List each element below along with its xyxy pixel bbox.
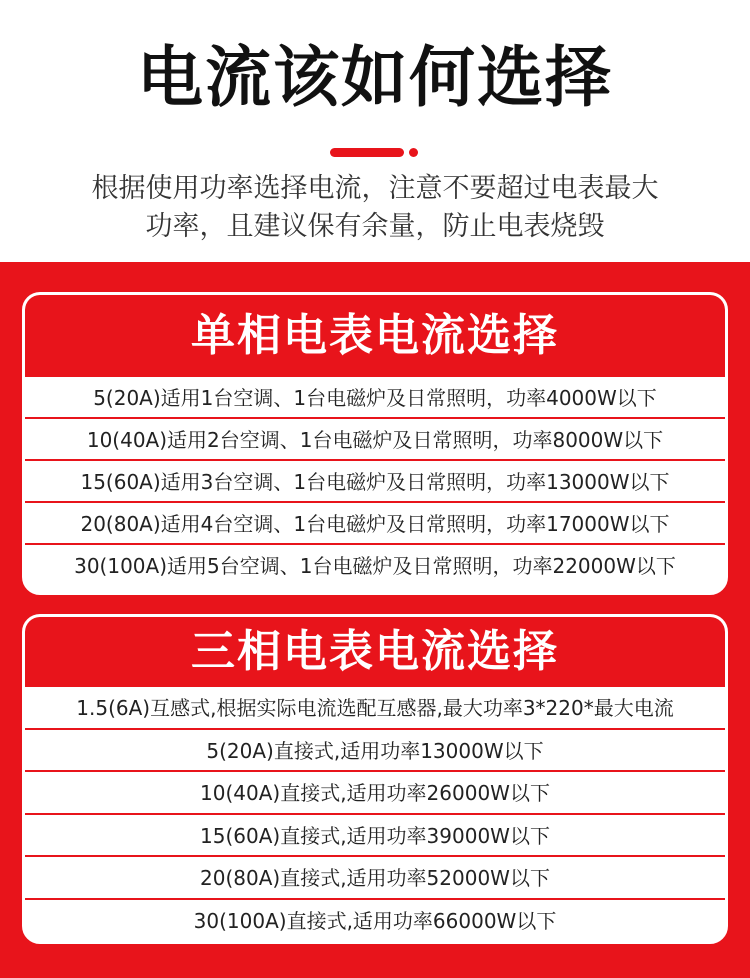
top-section: [0, 0, 750, 262]
single-phase-row: 5(20A)适用1台空调、1台电磁炉及日常照明，功率4000W以下: [25, 377, 725, 419]
three-phase-row: 5(20A)直接式,适用功率13000W以下: [25, 730, 725, 773]
single-phase-row: 20(80A)适用4台空调、1台电磁炉及日常照明，功率17000W以下: [25, 503, 725, 545]
accent-bar: [330, 148, 404, 157]
three-phase-card: [22, 614, 728, 944]
single-phase-list: [25, 377, 725, 587]
single-phase-card: [22, 292, 728, 595]
three-phase-row: 30(100A)直接式,适用功率66000W以下: [193, 908, 557, 933]
intro-line-1: 根据使用功率选择电流，注意不要超过电表最大: [91, 173, 659, 204]
single-phase-row: 30(100A)适用5台空调、1台电磁炉及日常照明，功率22000W以下: [74, 554, 676, 578]
accent-dot: [409, 148, 418, 157]
three-phase-row: 1.5(6A)互感式,根据实际电流选配互感器,最大功率3*220*最大电流: [25, 687, 725, 730]
single-phase-title: 单相电表电流选择: [25, 295, 725, 377]
page-title: 电流该如何选择: [137, 39, 613, 116]
three-phase-row: 10(40A)直接式,适用功率26000W以下: [25, 772, 725, 815]
intro-text: [40, 170, 710, 246]
single-phase-row: 15(60A)适用3台空调、1台电磁炉及日常照明，功率13000W以下: [25, 461, 725, 503]
three-phase-list: [25, 687, 725, 942]
three-phase-row: 15(60A)直接式,适用功率39000W以下: [25, 815, 725, 858]
single-phase-row: 10(40A)适用2台空调、1台电磁炉及日常照明，功率8000W以下: [25, 419, 725, 461]
intro-line-2: 功率，且建议保有余量，防止电表烧毁: [145, 211, 605, 242]
three-phase-row: 20(80A)直接式,适用功率52000W以下: [25, 857, 725, 900]
three-phase-title: 三相电表电流选择: [25, 617, 725, 687]
title-accent-divider: [330, 148, 420, 157]
